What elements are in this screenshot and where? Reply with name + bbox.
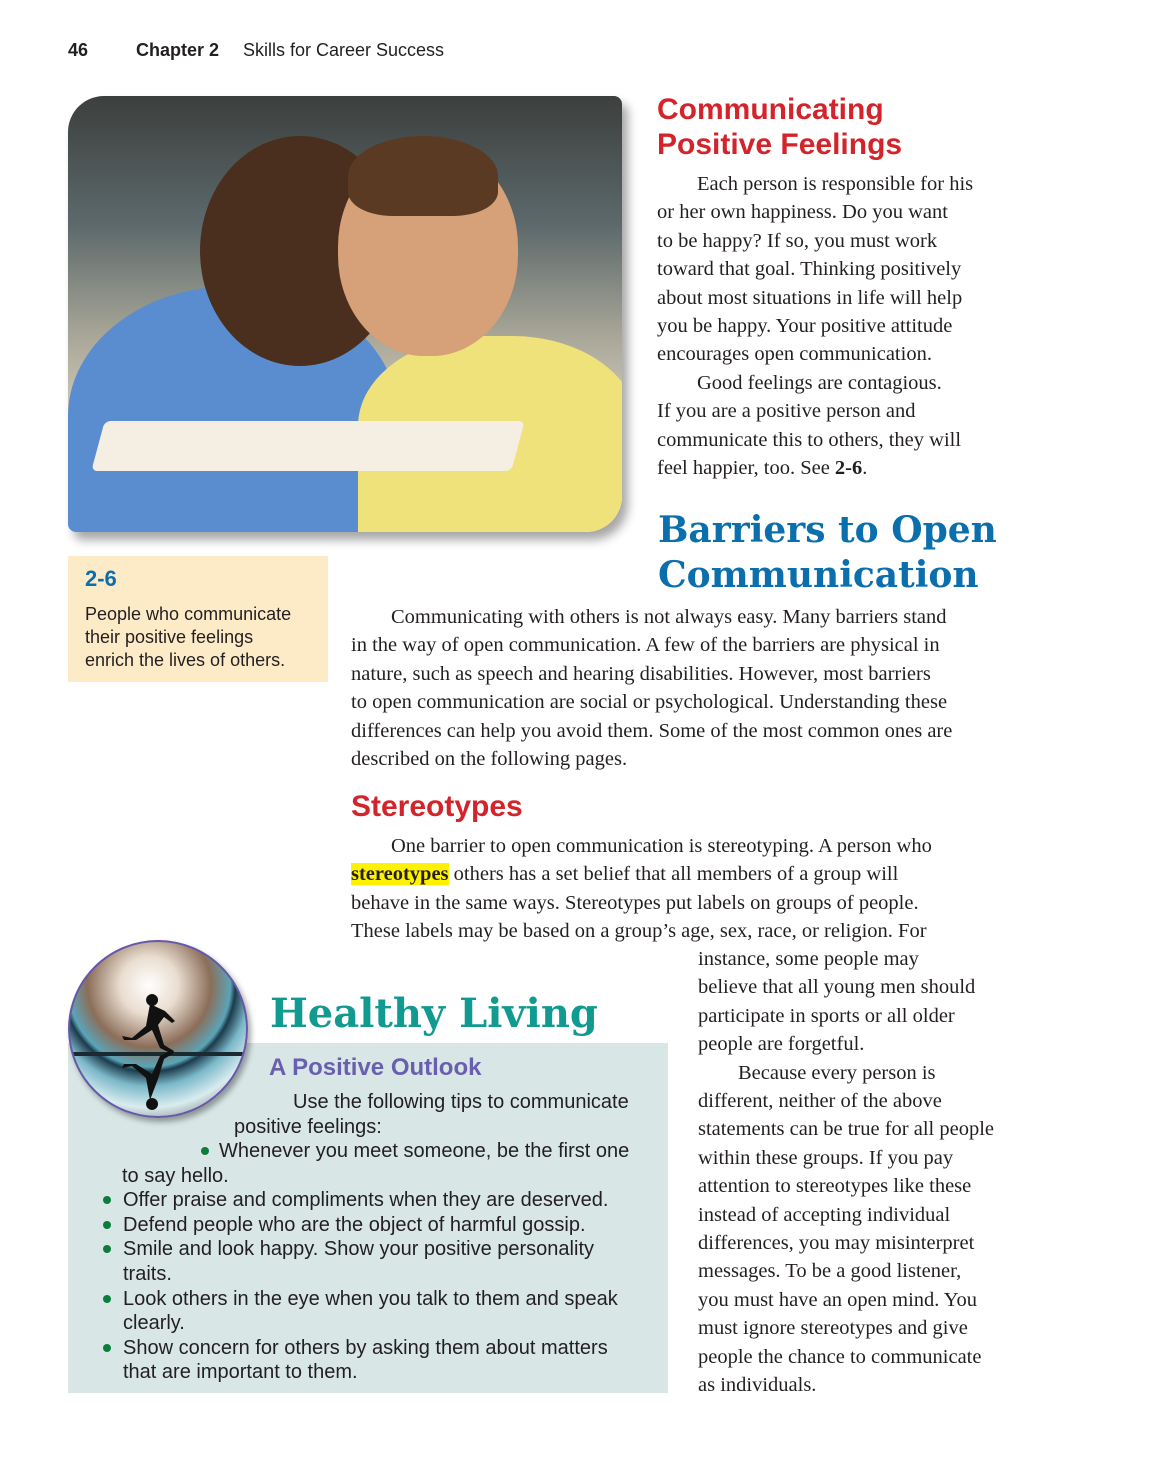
text-line: Good feelings are contagious. bbox=[697, 372, 942, 394]
tip-item bbox=[123, 1188, 663, 1213]
text-line: Communicating with others is not always easy. Many barriers stand bbox=[391, 606, 947, 628]
figure-reference: 2-6 bbox=[834, 457, 863, 480]
paragraph-barriers bbox=[351, 603, 952, 773]
text-line: If you are a positive person and bbox=[657, 400, 916, 423]
highlighted-term: stereotypes bbox=[351, 863, 449, 886]
chapter-title: Skills for Career Success bbox=[243, 40, 445, 60]
text-line: differences, you may misinterpret bbox=[698, 1232, 975, 1255]
text-line: instead of accepting individual bbox=[698, 1203, 951, 1226]
healthy-living-title: Healthy Living bbox=[270, 990, 598, 1037]
bullet-icon bbox=[103, 1295, 111, 1303]
text-line: Offer praise and compliments when they are deserved. bbox=[123, 1189, 609, 1212]
text-line: messages. To be a good listener, bbox=[698, 1260, 962, 1283]
text-line: instance, some people may bbox=[698, 948, 919, 970]
text-line: to be happy? If so, you must work bbox=[657, 229, 938, 252]
tip-item bbox=[123, 1237, 663, 1286]
text-line: behave in the same ways. Stereotypes put labels on groups of people. bbox=[351, 891, 919, 914]
heading-communicating-positive-feelings bbox=[657, 92, 902, 162]
text-line: you be happy. Your positive attitude bbox=[657, 315, 953, 338]
text-line: must ignore stereotypes and give bbox=[698, 1317, 968, 1340]
text-line: enrich the lives of others. bbox=[85, 650, 286, 670]
text-line: you must have an open mind. You bbox=[698, 1288, 978, 1311]
text-line: as individuals. bbox=[698, 1374, 817, 1397]
healthy-living-subtitle: A Positive Outlook bbox=[269, 1054, 482, 1081]
runner-image bbox=[68, 940, 248, 1118]
heading-line: Communication bbox=[658, 554, 979, 596]
bullet-icon bbox=[103, 1221, 111, 1229]
text-line: People who communicate bbox=[85, 604, 292, 624]
text-line: or her own happiness. Do you want bbox=[657, 201, 948, 224]
text-line: in the way of open communication. A few of the barriers are physical in bbox=[351, 634, 940, 657]
text-line: attention to stereotypes like these bbox=[698, 1175, 972, 1198]
heading-line: Barriers to Open bbox=[658, 509, 997, 551]
heading-stereotypes: Stereotypes bbox=[351, 790, 523, 823]
text-line: Look others in the eye when you talk to them and speak bbox=[123, 1287, 618, 1310]
tip-item bbox=[123, 1139, 663, 1188]
text-line: others has a set belief that all members of a group will bbox=[448, 863, 899, 886]
text-line: Because every person is bbox=[738, 1061, 936, 1084]
heading-barriers bbox=[658, 508, 997, 598]
tip-item bbox=[123, 1287, 663, 1336]
text-line: differences can help you avoid them. Some of the most common ones are bbox=[351, 719, 953, 742]
figure-number: 2-6 bbox=[85, 566, 117, 591]
text-line: statements can be true for all people bbox=[698, 1118, 994, 1141]
text-line: described on the following pages. bbox=[351, 748, 628, 771]
text-line: One barrier to open communication is stereotyping. A person who bbox=[391, 835, 932, 857]
text-line: Use the following tips to communicate bbox=[293, 1091, 629, 1113]
text: feel happier, too. See bbox=[657, 457, 835, 480]
text-line: their positive feelings bbox=[85, 627, 254, 647]
text-line: participate in sports or all older bbox=[698, 1004, 955, 1027]
page-number: 46 bbox=[68, 40, 89, 60]
text-line: to open communication are social or psychological. Understanding these bbox=[351, 691, 948, 714]
tip-item bbox=[123, 1213, 663, 1238]
text-line: Smile and look happy. Show your positive personality bbox=[123, 1238, 594, 1261]
text-line: people are forgetful. bbox=[698, 1033, 865, 1056]
text-line: about most situations in life will help bbox=[657, 286, 963, 309]
text-line: Whenever you meet someone, be the first one bbox=[219, 1140, 630, 1162]
text-line: clearly. bbox=[123, 1312, 185, 1335]
text-line: traits. bbox=[123, 1262, 172, 1285]
paragraph-contagious bbox=[657, 369, 961, 483]
figure-caption bbox=[68, 556, 328, 682]
paragraph-stereotypes-cont bbox=[698, 945, 994, 1400]
text-line: encourages open communication. bbox=[657, 343, 932, 366]
text-line: toward that goal. Thinking positively bbox=[657, 258, 962, 281]
heading-line: Communicating bbox=[657, 93, 884, 126]
text-line: different, neither of the above bbox=[698, 1090, 942, 1113]
text-line: communicate this to others, they will bbox=[657, 428, 962, 451]
text-line: These labels may be based on a group’s age, sex, race, or religion. For bbox=[351, 920, 927, 943]
healthy-living-intro bbox=[234, 1090, 629, 1139]
tip-item bbox=[123, 1336, 663, 1385]
photo-students-reading bbox=[68, 96, 622, 532]
text: . bbox=[862, 457, 868, 480]
paragraph-positive-feelings bbox=[657, 170, 973, 369]
text-line: Each person is responsible for his bbox=[697, 173, 974, 195]
bullet-icon bbox=[201, 1147, 209, 1155]
text-line: to say hello. bbox=[122, 1164, 229, 1187]
paragraph-stereotypes bbox=[351, 832, 932, 946]
text-line: nature, such as speech and hearing disabilities. However, most barriers bbox=[351, 662, 931, 685]
text-line: Defend people who are the object of harmful gossip. bbox=[123, 1213, 586, 1236]
text-line: Show concern for others by asking them about matters bbox=[123, 1336, 608, 1359]
bullet-icon bbox=[103, 1344, 111, 1352]
text-line: within these groups. If you pay bbox=[698, 1146, 954, 1169]
heading-line: Positive Feelings bbox=[657, 128, 903, 161]
text-line: people the chance to communicate bbox=[698, 1345, 982, 1368]
text-line: believe that all young men should bbox=[698, 976, 976, 999]
text-line: that are important to them. bbox=[123, 1361, 358, 1384]
tips-list bbox=[123, 1139, 663, 1385]
chapter-label: Chapter 2 bbox=[136, 40, 220, 60]
text-line: positive feelings: bbox=[234, 1115, 382, 1138]
